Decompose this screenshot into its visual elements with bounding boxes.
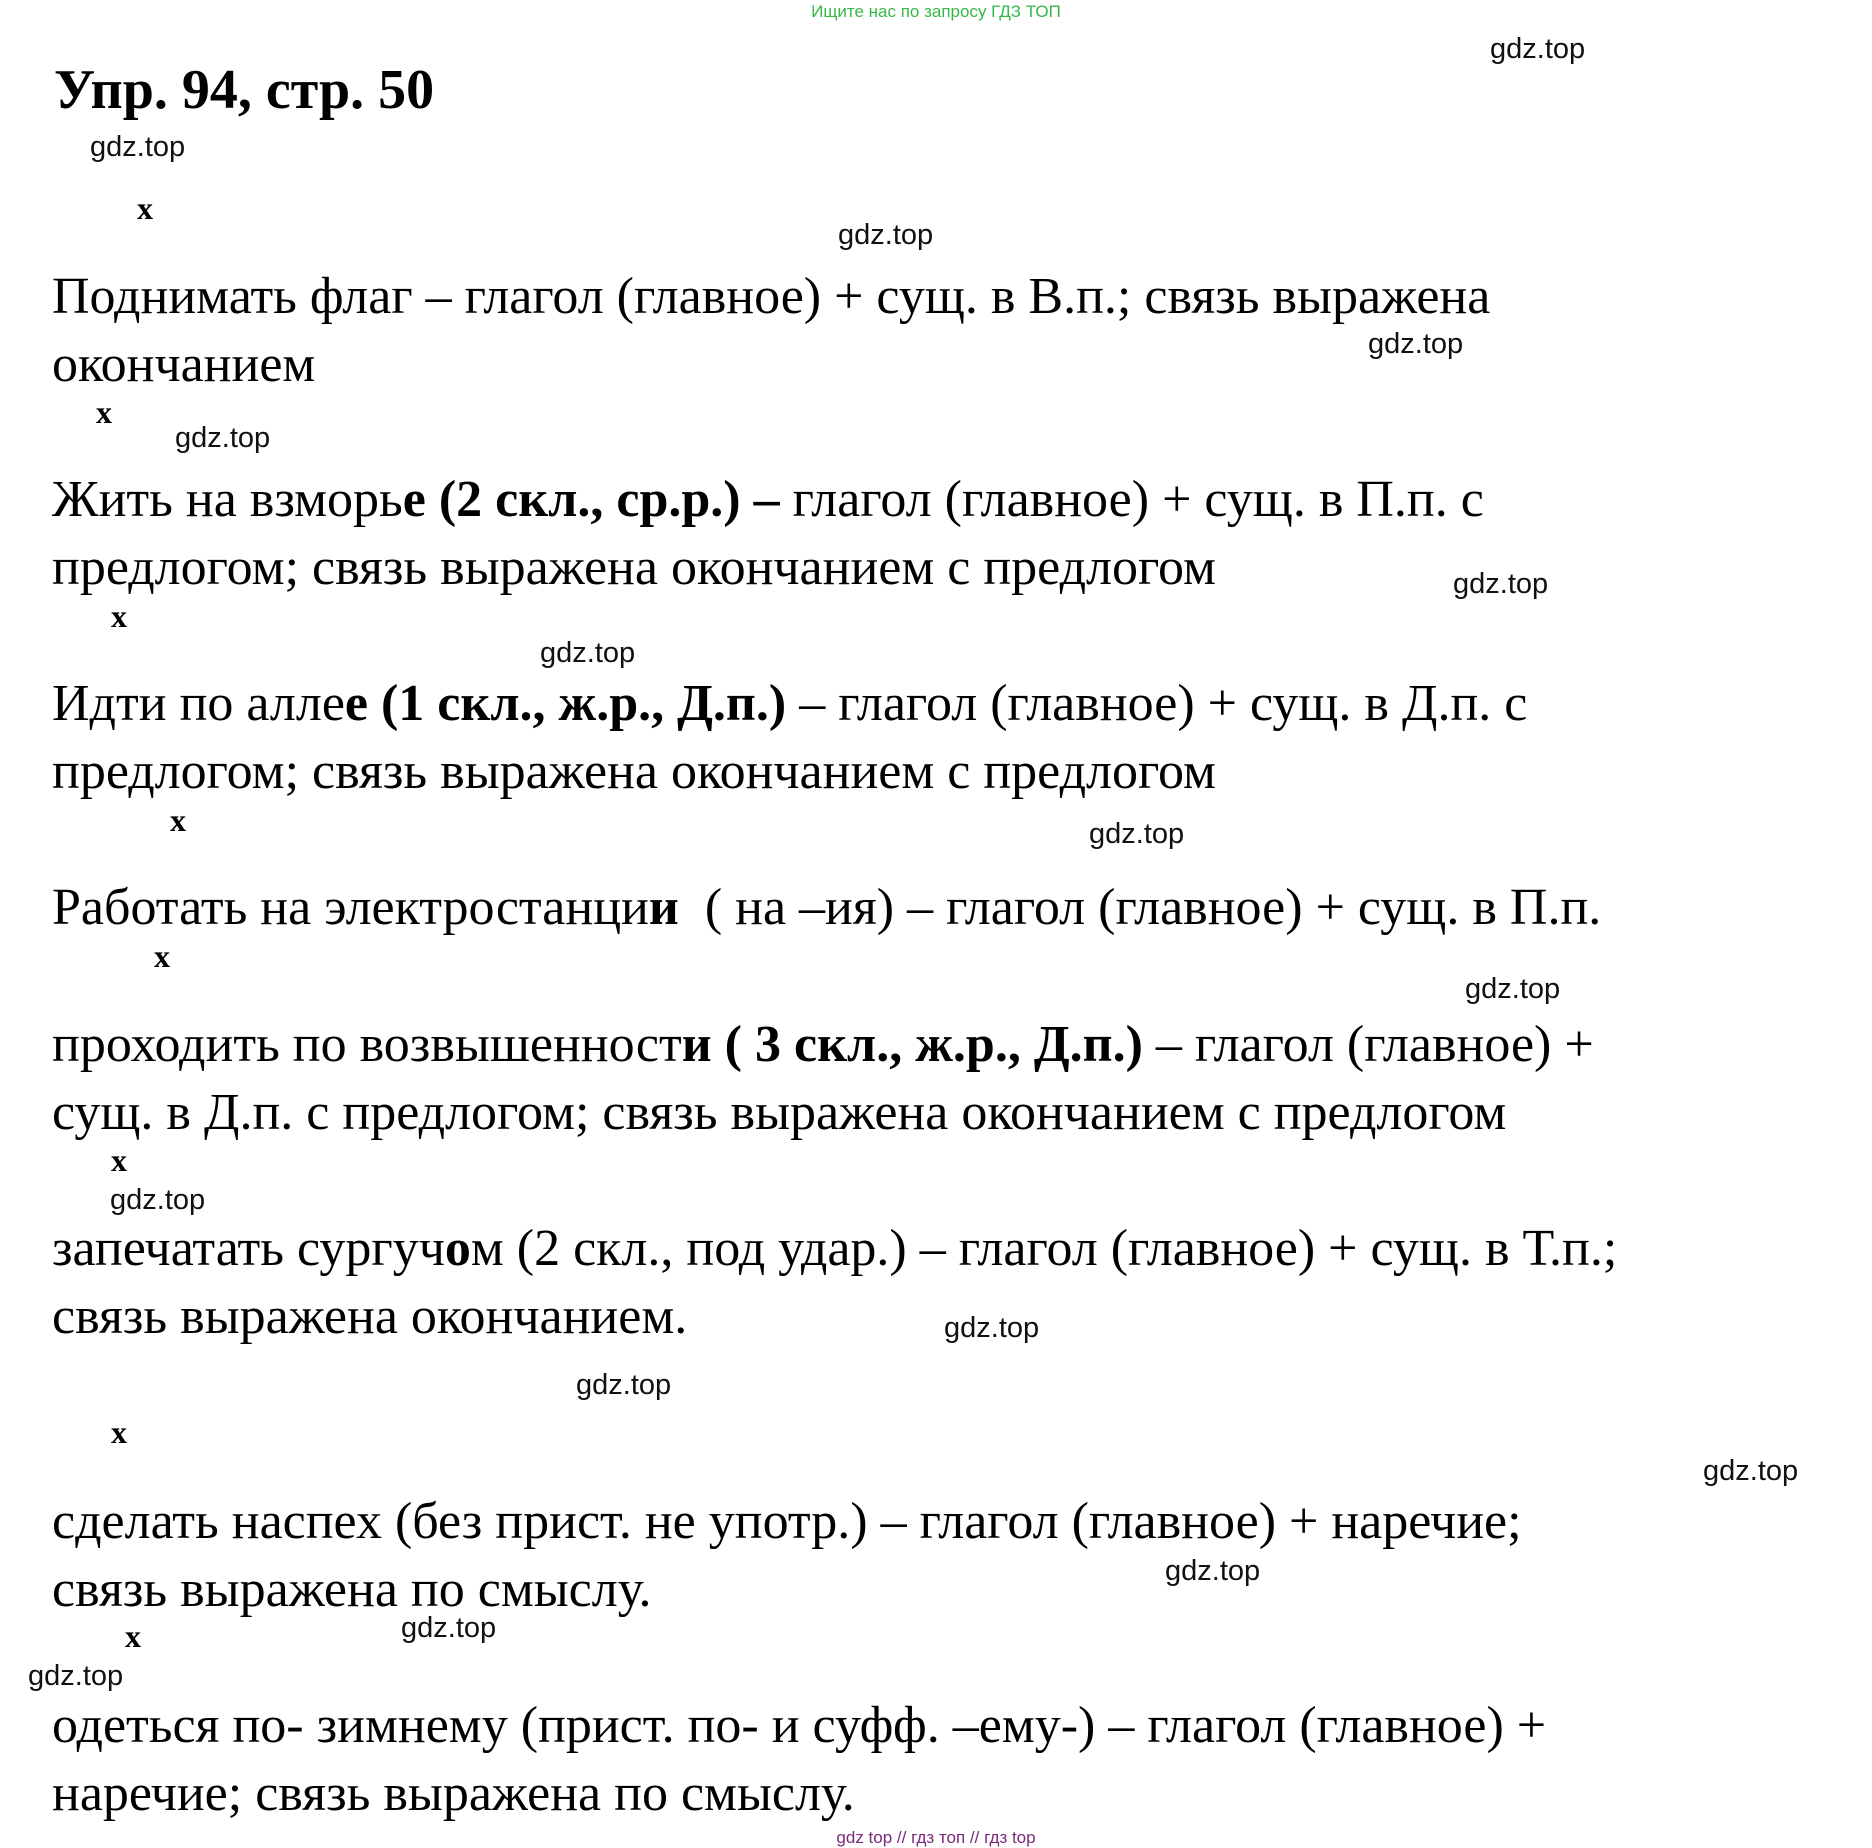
mark-7: x xyxy=(111,1414,127,1450)
watermark: gdz.top xyxy=(175,422,271,454)
watermark: gdz.top xyxy=(1089,818,1185,850)
page-title: Упр. 94, стр. 50 xyxy=(54,59,435,121)
watermark: gdz.top xyxy=(540,637,636,669)
entry-5-line-1: проходить по возвышенности ( 3 скл., ж.р., Д.п.) – глагол (главное) + xyxy=(52,1016,1594,1073)
entry-6-line-2: связь выражена окончанием. xyxy=(52,1288,688,1345)
mark-1: x xyxy=(137,190,153,226)
top-banner: Ищите нас по запросу ГДЗ ТОП xyxy=(811,2,1061,21)
entry-5 xyxy=(52,1011,1594,1147)
entry-3 xyxy=(52,670,1527,806)
mark-4: x xyxy=(170,802,186,838)
mark-5: x xyxy=(154,938,170,974)
footer: gdz top // гдз топ // гдз top xyxy=(836,1828,1036,1847)
entry-3-line-2: предлогом; связь выражена окончанием с предлогом xyxy=(52,743,1216,800)
mark-2: x xyxy=(96,394,112,430)
entry-7-line-2: связь выражена по смыслу. xyxy=(52,1561,652,1618)
entry-1-line-1: Поднимать флаг – глагол (главное) + сущ. в В.п.; связь выражена xyxy=(52,268,1491,325)
watermark: gdz.top xyxy=(576,1369,672,1401)
watermark: gdz.top xyxy=(1453,568,1549,600)
watermark: gdz.top xyxy=(401,1612,497,1644)
entry-8 xyxy=(52,1692,1546,1828)
entry-5-line-2: сущ. в Д.п. с предлогом; связь выражена окончанием с предлогом xyxy=(52,1084,1507,1141)
entry-6-line-1: запечатать сургучом (2 скл., под удар.) – глагол (главное) + сущ. в Т.п.; xyxy=(52,1220,1618,1277)
entry-7-line-1: сделать наспех (без прист. не употр.) – глагол (главное) + наречие; xyxy=(52,1493,1522,1550)
entry-7 xyxy=(52,1488,1522,1624)
watermark: gdz.top xyxy=(1465,973,1561,1005)
entry-2 xyxy=(52,466,1484,602)
entry-1 xyxy=(52,263,1490,399)
entry-2-line-2: предлогом; связь выражена окончанием с предлогом xyxy=(52,539,1216,596)
entry-2-line-1: Жить на взморье (2 скл., ср.р.) – глагол (главное) + сущ. в П.п. с xyxy=(52,471,1484,528)
watermark: gdz.top xyxy=(1368,328,1464,360)
entry-8-line-2: наречие; связь выражена по смыслу. xyxy=(52,1765,855,1822)
watermark: gdz.top xyxy=(1490,33,1586,65)
entry-8-line-1: одеться по- зимнему (прист. по- и суфф. –ему-) – глагол (главное) + xyxy=(52,1697,1547,1754)
watermark: gdz.top xyxy=(28,1660,124,1692)
watermark: gdz.top xyxy=(1165,1555,1261,1587)
watermark: gdz.top xyxy=(90,131,186,163)
watermark: gdz.top xyxy=(110,1184,206,1216)
mark-6: x xyxy=(111,1142,127,1178)
mark-3: x xyxy=(111,598,127,634)
entry-1-line-2: окончанием xyxy=(52,336,316,393)
entry-6 xyxy=(52,1215,1617,1351)
mark-8: x xyxy=(125,1618,141,1654)
watermark: gdz.top xyxy=(838,219,934,251)
watermark: gdz.top xyxy=(944,1312,1040,1344)
entry-4 xyxy=(52,874,1601,942)
entry-3-line-1: Идти по аллее (1 скл., ж.р., Д.п.) – глагол (главное) + сущ. в Д.п. с xyxy=(52,675,1528,732)
entry-4-line-1: Работать на электростанции ( на –ия) – глагол (главное) + сущ. в П.п. xyxy=(52,879,1602,936)
watermark: gdz.top xyxy=(1703,1455,1799,1487)
